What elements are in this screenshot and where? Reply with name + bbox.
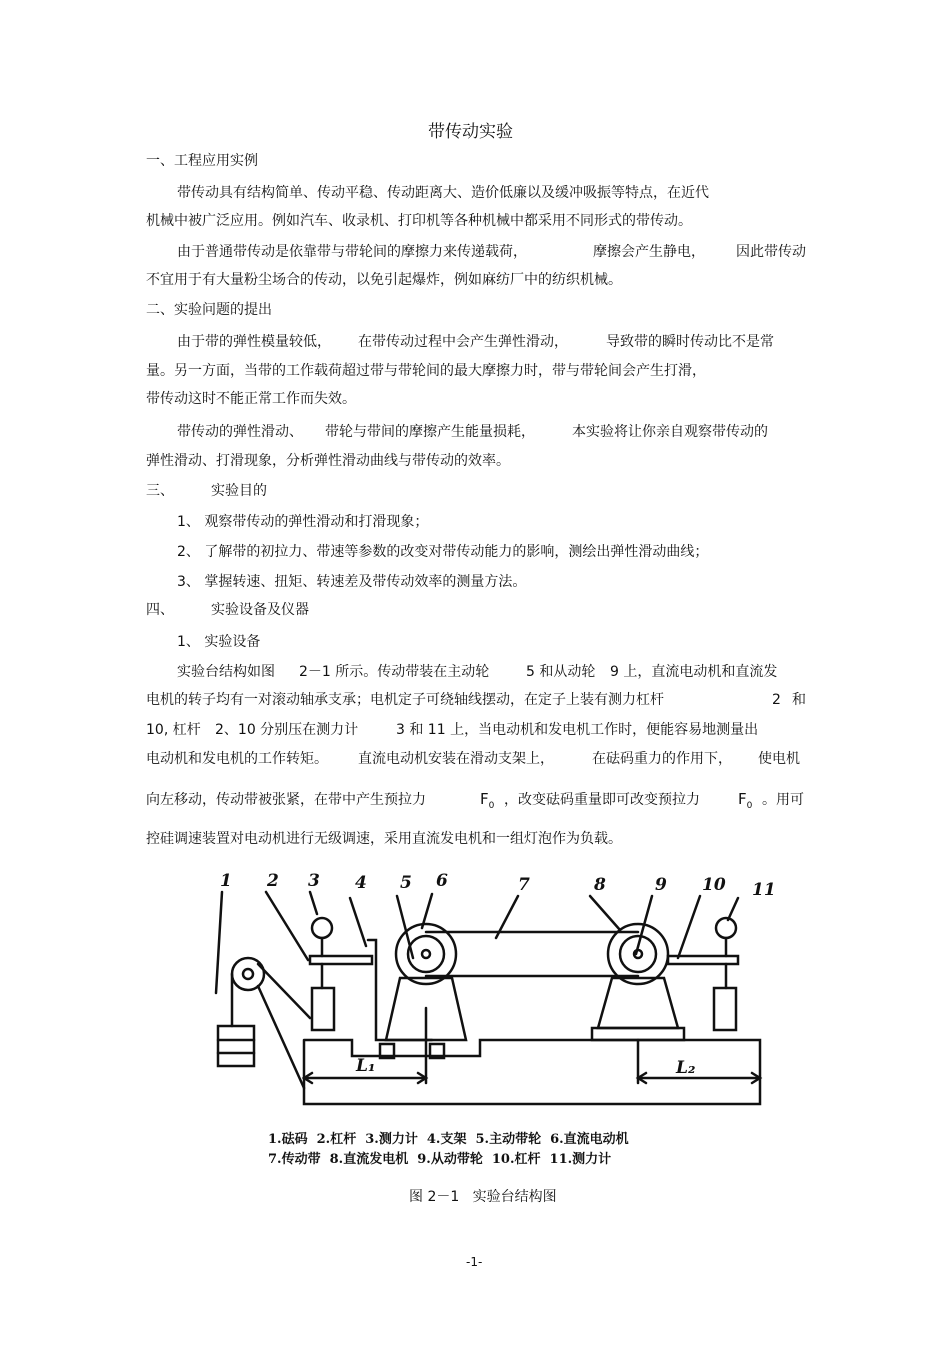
paragraph-line: 和 <box>792 692 806 708</box>
paragraph-line: 3 和 11 上，当电动机和发电机工作时，便能容易地测量出 <box>396 722 759 738</box>
paragraph-line: 本实验将让你亲自观察带传动的 <box>572 424 768 440</box>
callout-4: 4 <box>355 873 367 893</box>
paragraph-line: 由于带的弹性模量较低， <box>177 334 331 350</box>
dimension-L2: L₂ <box>676 1058 696 1078</box>
paragraph-line: 电动机和发电机的工作转矩。 <box>146 751 328 767</box>
paragraph-line: 10, 杠杆 <box>146 722 201 738</box>
figure-legend: 7.传动带 8.直流发电机 9.从动带轮 10.杠杆 11.测力计 <box>268 1152 612 1167</box>
paragraph-line: 带传动的弹性滑动、 <box>177 424 303 440</box>
callout-10: 10 <box>702 875 726 895</box>
paragraph-line: 5 和从动轮 <box>526 664 596 680</box>
figure-2-1 <box>200 868 780 1128</box>
paragraph-line: 因此带传动 <box>736 244 806 260</box>
dimension-L1: L₁ <box>356 1056 376 1076</box>
paragraph-line: 量。另一方面，当带的工作载荷超过带与带轮间的最大摩擦力时，带与带轮间会产生打滑， <box>146 363 706 379</box>
page-title: 带传动实验 <box>428 122 513 142</box>
callout-2: 2 <box>267 871 279 891</box>
list-item: 2、 了解带的初拉力、带速等参数的改变对带传动能力的影响，测绘出弹性滑动曲线； <box>177 544 709 560</box>
section-3-heading: 实验目的 <box>211 483 267 499</box>
paragraph-line: 9 上，直流电动机和直流发 <box>610 664 778 680</box>
callout-7: 7 <box>518 875 530 895</box>
list-item: 3、 掌握转速、扭矩、转速差及带传动效率的测量方法。 <box>177 574 527 590</box>
paragraph-line: 实验台结构如图 <box>177 664 275 680</box>
test-bench-diagram <box>200 868 780 1128</box>
paragraph-line: 导致带的瞬时传动比不是常 <box>606 334 774 350</box>
callout-1: 1 <box>220 871 232 891</box>
paragraph-line: 带传动这时不能正常工作而失效。 <box>146 391 356 407</box>
section-4-number: 四、 <box>146 602 174 618</box>
paragraph-line: 带传动具有结构简单、传动平稳、传动距离大、造价低廉以及缓冲吸振等特点，在近代 <box>177 185 709 201</box>
figure-caption: 图 2－1 实验台结构图 <box>409 1189 557 1205</box>
paragraph-line: 控硅调速装置对电动机进行无级调速，采用直流发电机和一组灯泡作为负载。 <box>146 831 622 847</box>
section-4-heading: 实验设备及仪器 <box>211 602 309 618</box>
paragraph-line: 使电机 <box>758 751 800 767</box>
section-3-number: 三、 <box>146 483 174 499</box>
callout-9: 9 <box>655 875 667 895</box>
paragraph-line: 由于普通带传动是依靠带与带轮间的摩擦力来传递载荷， <box>177 244 527 260</box>
callout-11: 11 <box>752 880 776 900</box>
paragraph-line: 直流电动机安装在滑动支架上， <box>358 751 554 767</box>
paragraph-line: 不宜用于有大量粉尘场合的传动，以免引起爆炸，例如麻纺厂中的纺织机械。 <box>146 272 622 288</box>
figure-legend: 1.砝码 2.杠杆 3.测力计 4.支架 5.主动带轮 6.直流电动机 <box>268 1132 629 1147</box>
paragraph-line: 摩擦会产生静电， <box>593 244 705 260</box>
subsection-heading: 1、 实验设备 <box>177 634 261 650</box>
callout-5: 5 <box>400 873 412 893</box>
paragraph-line: 带轮与带间的摩擦产生能量损耗， <box>325 424 535 440</box>
paragraph-line: 。用可 <box>762 792 804 808</box>
paragraph-line: 向左移动，传动带被张紧，在带中产生预拉力 <box>146 792 426 808</box>
paragraph-line: 电机的转子均有一对滚动轴承支承；电机定子可绕轴线摆动，在定子上装有测力杠杆 <box>146 692 664 708</box>
section-2-heading: 二、实验问题的提出 <box>146 302 272 318</box>
list-item: 1、 观察带传动的弹性滑动和打滑现象； <box>177 514 429 530</box>
paragraph-line: ，改变砝码重量即可改变预拉力 <box>504 792 700 808</box>
page-number: -1- <box>466 1255 483 1269</box>
paragraph-line: 2 <box>772 692 781 708</box>
paragraph-line: 弹性滑动、打滑现象，分析弹性滑动曲线与带传动的效率。 <box>146 453 510 469</box>
callout-8: 8 <box>594 875 606 895</box>
section-1-heading: 一、工程应用实例 <box>146 153 258 169</box>
formula-F0: $F_0$ <box>480 790 495 811</box>
formula-F0: $F_0$ <box>738 790 753 811</box>
paragraph-line: 在带传动过程中会产生弹性滑动， <box>358 334 568 350</box>
paragraph-line: 机械中被广泛应用。例如汽车、收录机、打印机等各种机械中都采用不同形式的带传动。 <box>146 213 692 229</box>
callout-6: 6 <box>436 871 448 891</box>
callout-3: 3 <box>308 871 320 891</box>
paragraph-line: 2、10 分别压在测力计 <box>215 722 359 738</box>
paragraph-line: 2－1 所示。传动带装在主动轮 <box>299 664 490 680</box>
paragraph-line: 在砝码重力的作用下， <box>592 751 732 767</box>
